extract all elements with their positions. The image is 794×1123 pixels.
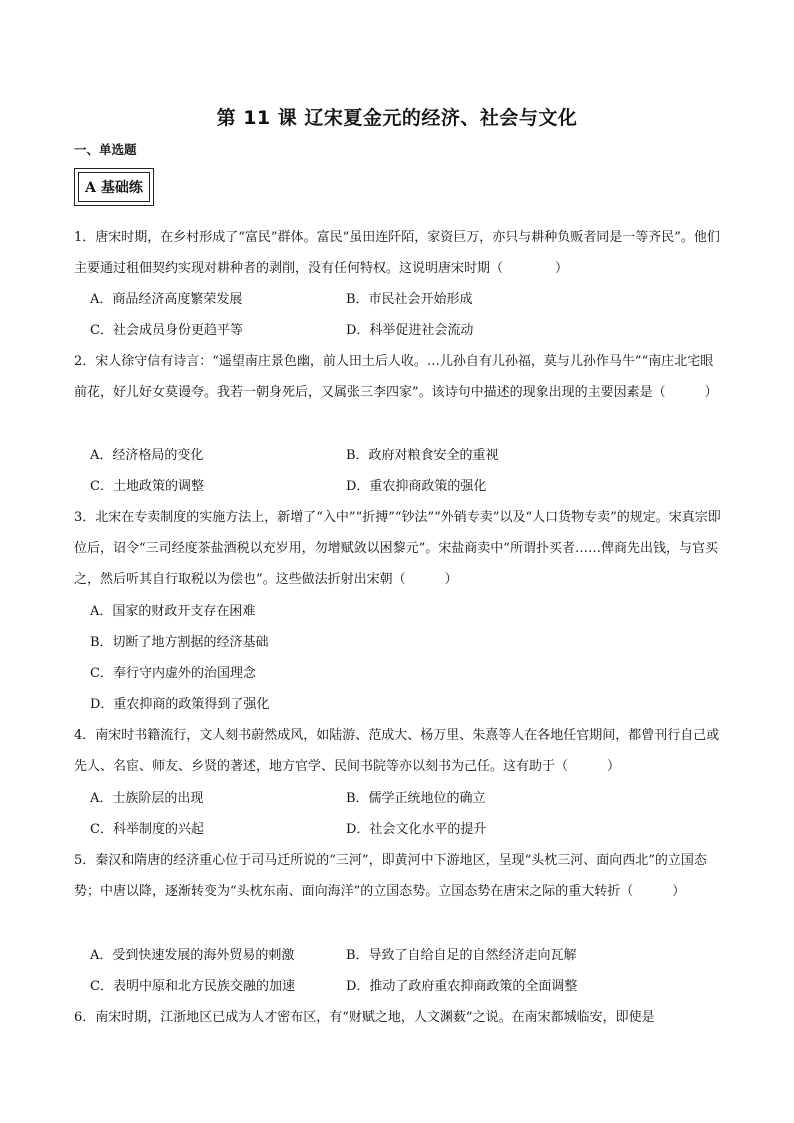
question-2-stem: 2．宋人徐守信有诗言：“遥望南庄景色幽，前人田土后人收。…儿孙自有儿孙福，莫与儿孙作马牛”“南庄北宅眼前花，好儿好女莫谩夸。我若一朝身死后，又属张三李四家”。该诗句中描述的现象出现的主要因素是（ ） bbox=[74, 354, 718, 400]
question-4-option-d[interactable]: D．社会文化水平的提升 bbox=[346, 822, 487, 837]
question-1-option-b[interactable]: B．市民社会开始形成 bbox=[346, 292, 473, 307]
question-5-option-b[interactable]: B．导致了自给自足的自然经济走向瓦解 bbox=[346, 948, 577, 963]
question-3-stem: 3．北宋在专卖制度的实施方法上，新增了“入中”“折搏”“钞法”“外销专卖”以及“人口货物专卖”的规定。宋真宗即位后，诏令“三司经度茶盐酒税以充岁用，勿增赋敛以困黎元”。宋盐商卖中“所谓扑买者……俾商先出钱，与官买之，然后听其自行取税以为偿也”。这些做法折射出宋朝（ ） bbox=[74, 510, 721, 587]
question-1-option-a[interactable]: A．商品经济高度繁荣发展 bbox=[90, 292, 243, 307]
question-3-option-c[interactable]: C．奉行守内虚外的治国理念 bbox=[90, 666, 256, 681]
question-4-option-a[interactable]: A．士族阶层的出现 bbox=[90, 791, 204, 806]
question-1-option-c[interactable]: C．社会成员身份更趋平等 bbox=[90, 323, 243, 338]
question-5-option-d[interactable]: D．推动了政府重农抑商政策的全面调整 bbox=[346, 979, 578, 994]
question-6-stem: 6．南宋时期，江浙地区已成为人才密布区，有“财赋之地，人文渊薮”之说。在南宋都城临安，即使是 bbox=[74, 1010, 655, 1025]
question-4-option-c[interactable]: C．科举制度的兴起 bbox=[90, 822, 204, 837]
question-2-option-c[interactable]: C．土地政策的调整 bbox=[90, 479, 204, 494]
page-title: 第 11 课 辽宋夏金元的经济、社会与文化 bbox=[216, 107, 578, 129]
question-3-option-d[interactable]: D．重农抑商的政策得到了强化 bbox=[90, 697, 270, 712]
question-5-option-a[interactable]: A．受到快速发展的海外贸易的刺激 bbox=[90, 948, 295, 963]
question-2-option-a[interactable]: A．经济格局的变化 bbox=[90, 448, 204, 463]
section-heading: 一、单选题 bbox=[74, 142, 137, 157]
question-3-option-a[interactable]: A．国家的财政开支存在困难 bbox=[90, 604, 256, 619]
question-2-option-b[interactable]: B．政府对粮食安全的重视 bbox=[346, 448, 499, 463]
question-5-stem: 5．秦汉和隋唐的经济重心位于司马迁所说的“三河”，即黄河中下游地区，呈现“头枕三河、面向西北”的立国态势；中唐以降，逐渐转变为“头枕东南、面向海洋”的立国态势。立国态势在唐宋之际的重大转折（ ） bbox=[74, 853, 707, 899]
question-2-option-d[interactable]: D．重农抑商政策的强化 bbox=[346, 479, 487, 494]
question-4-option-b[interactable]: B．儒学正统地位的确立 bbox=[346, 791, 486, 806]
question-4-stem: 4．南宋时书籍流行，文人刻书蔚然成风，如陆游、范成大、杨万里、朱熹等人在各地任官期间，都曾刊行自己或先人、名宦、师友、乡贤的著述，地方官学、民间书院等亦以刻书为己任。这有助于（ ） bbox=[74, 728, 720, 774]
question-5-option-c[interactable]: C．表明中原和北方民族交融的加速 bbox=[90, 979, 295, 994]
question-1-option-d[interactable]: D．科举促进社会流动 bbox=[346, 323, 474, 338]
level-badge bbox=[74, 168, 154, 206]
question-3-option-b[interactable]: B．切断了地方割据的经济基础 bbox=[90, 635, 269, 650]
question-1-stem: 1．唐宋时期，在乡村形成了“富民”群体。富民“虽田连阡陌，家资巨万，亦只与耕种负贩者同是一等齐民”。他们主要通过租佃契约实现对耕种者的剥削，没有任何特权。这说明唐宋时期（ ） bbox=[74, 230, 720, 276]
level-badge-label: A 基础练 bbox=[78, 172, 150, 202]
